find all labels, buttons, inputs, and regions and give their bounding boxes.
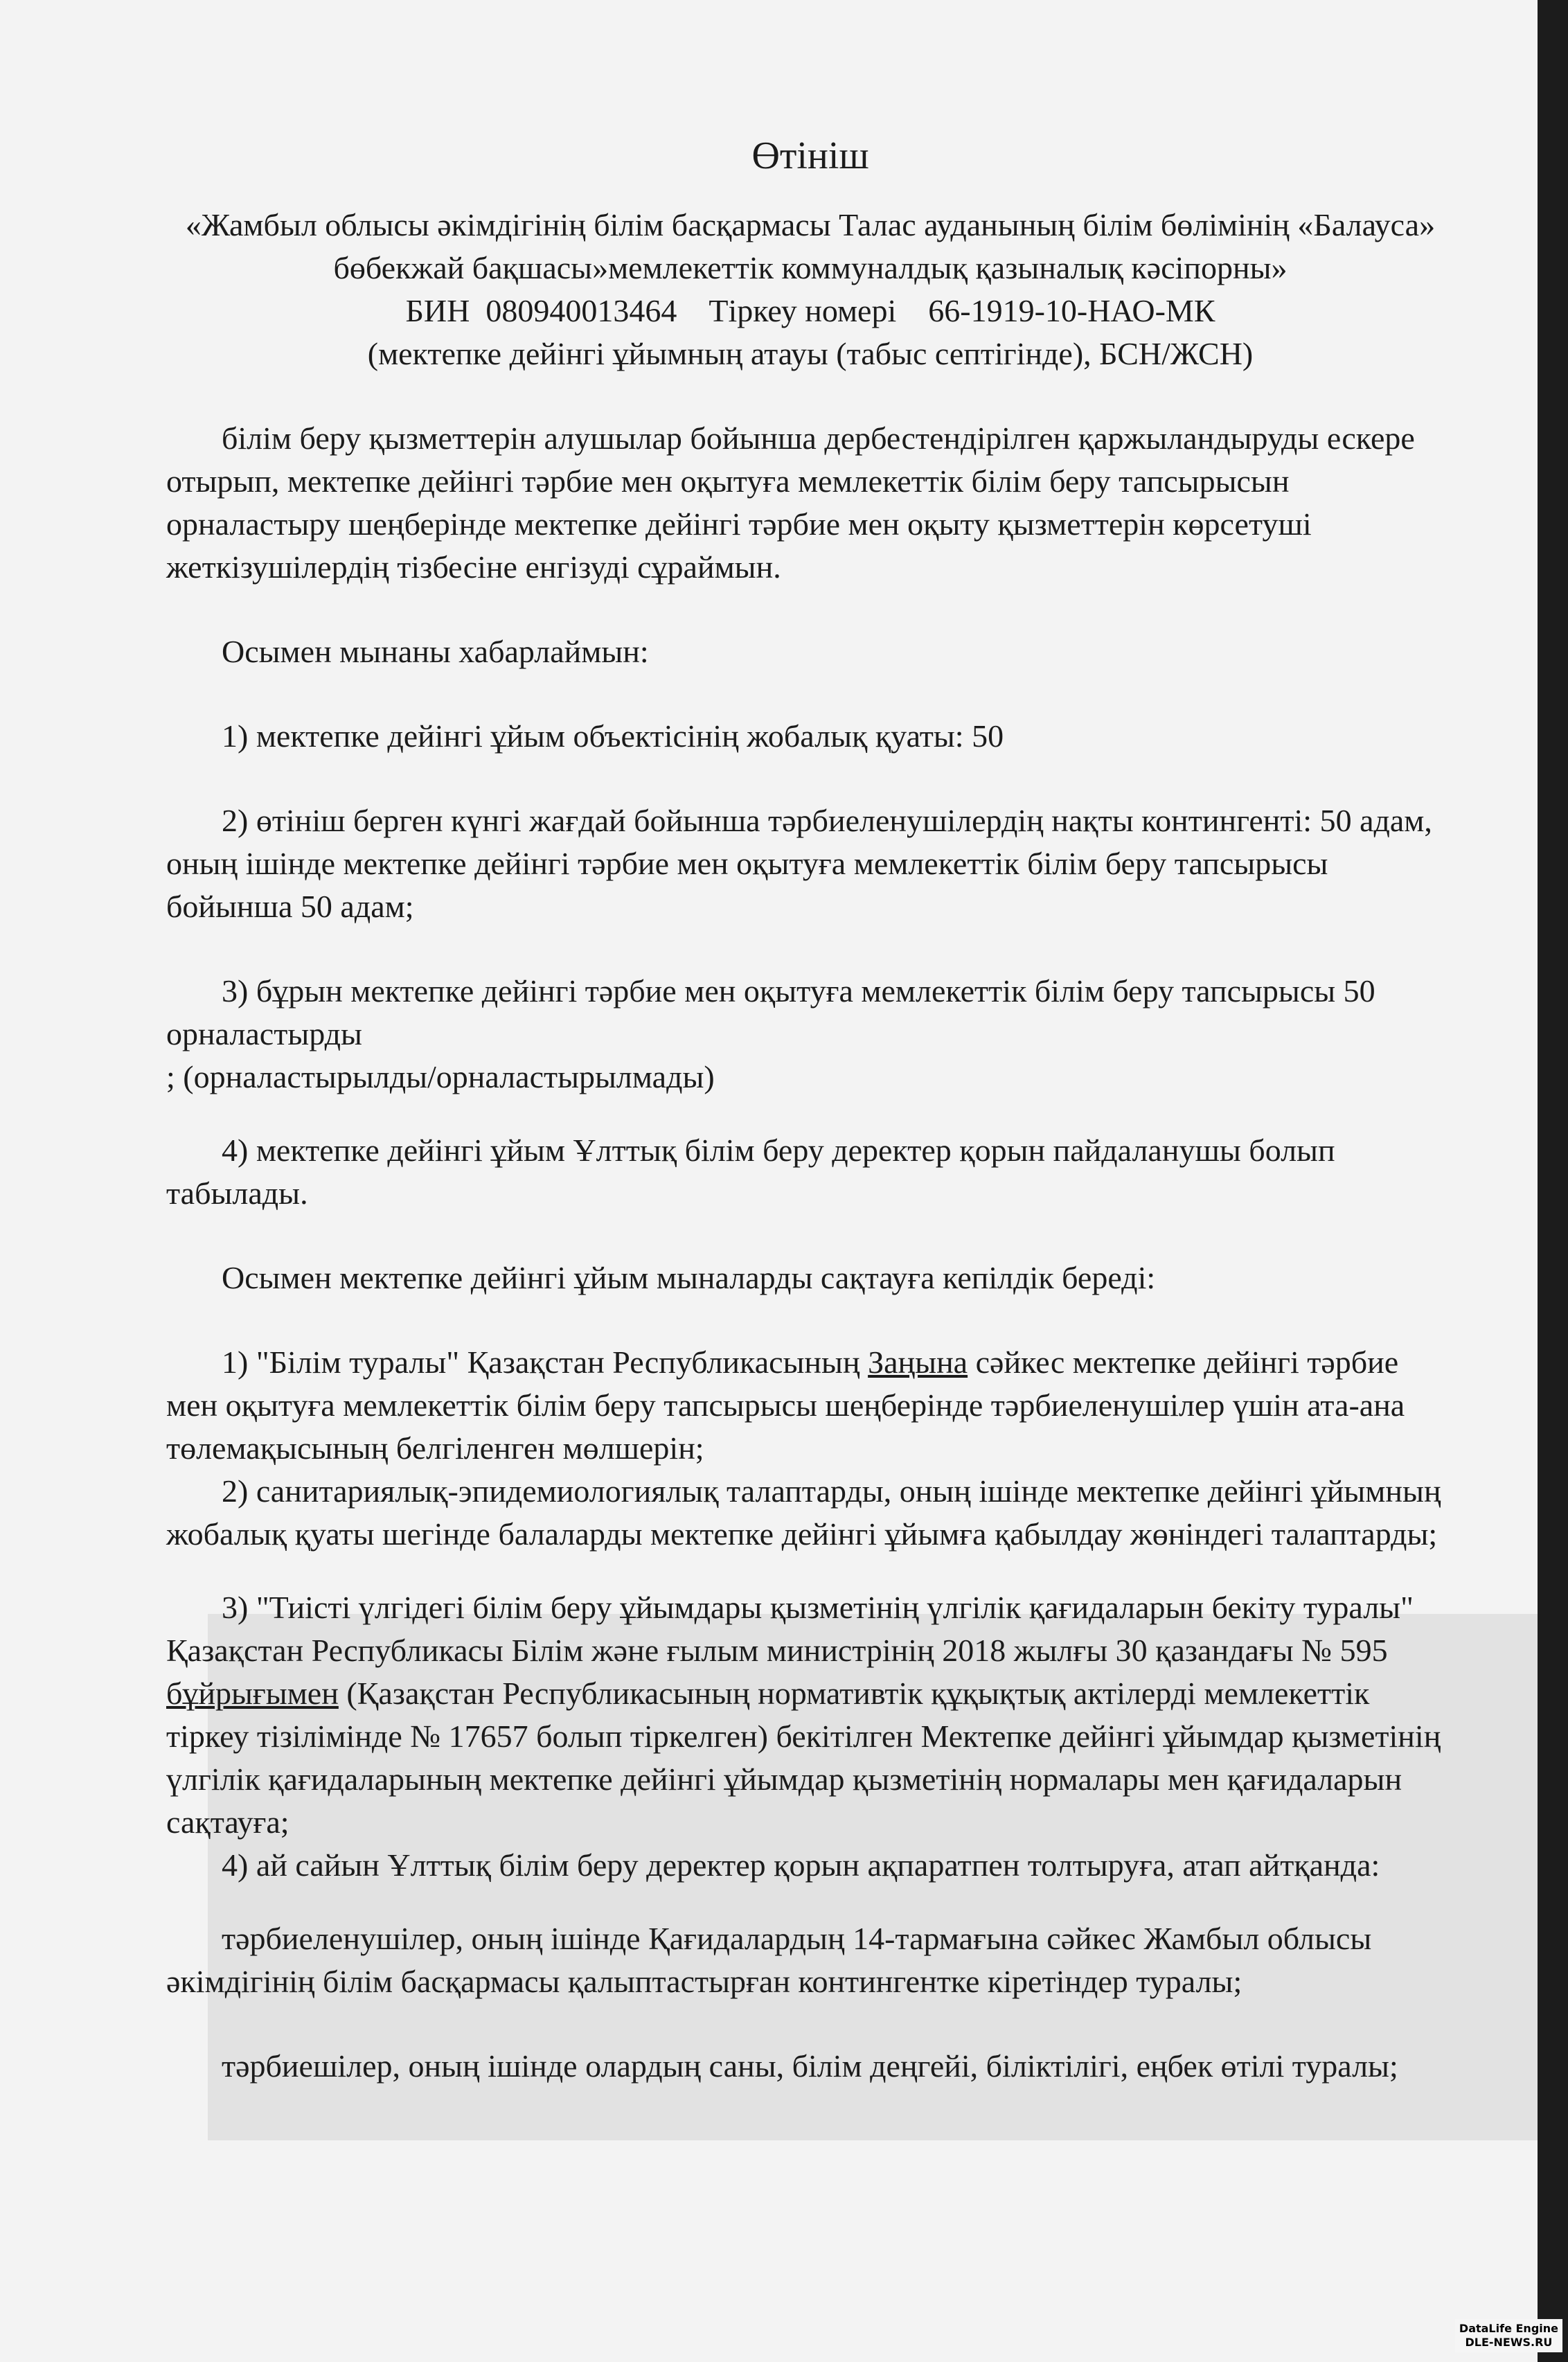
bin-registration-line: БИН 080940013464 Тіркеу номері 66-1919-10-НАО-МК — [405, 293, 1215, 328]
guarantee-item-2: 2) санитариялық-эпидемиологиялық талаптарды, оның ішінде мектепке дейінгі ұйымның жобалық қуаты шегінде балаларды мектепке дейінгі ұйымға қабылдау жөніндегі талаптарды; — [166, 1473, 1441, 1552]
inform-item-3-caption: ; (орналастырылды/орналастырылмады) — [166, 1059, 715, 1094]
guarantee-item-1-rest: сәйкес мектепке дейінгі тәрбие мен оқытуға мемлекеттік білім беру тапсырысы шеңберінде тәрбиеленушілер үшін ата-ана төлемақысының белгіленген мөлшерін; — [166, 1344, 1405, 1466]
guarantee-item-3-rest: (Қазақстан Республикасының нормативтік құқықтық актілерді мемлекеттік тіркеу тізілімінде № 17657 болып тіркелген) бекітілген Мектепке дейінгі ұйымдар қызметінің үлгілік қағидаларының мектепке дейінгі ұйымдар қызметінің нормалары мен қағидаларын сақтауға; — [166, 1676, 1441, 1840]
guarantee-item-3-text: 3) "Тиісті үлгідегі білім беру ұйымдары қызметінің үлгілік қағидаларын бекіту туралы" Қазақстан Республикасы Білім және ғылым министрінің 2018 жылғы 30 қазандағы № 595 — [166, 1590, 1414, 1668]
inform-item-1: 1) мектепке дейінгі ұйым объектісінің жобалық қуаты: 50 — [222, 718, 1004, 754]
document-body — [166, 132, 1454, 2088]
guarantee-heading: Осымен мектепке дейінгі ұйым мыналарды сақтауға кепілдік береді: — [222, 1260, 1156, 1295]
inform-item-4: 4) мектепке дейінгі ұйым Ұлттық білім беру деректер қорын пайдаланушы болып табылады. — [166, 1133, 1335, 1211]
org-name-line-2: бөбекжай бақшасы»мемлекеттік коммуналдық қазыналық кәсіпорны» — [333, 250, 1288, 285]
law-link[interactable]: Заңына — [868, 1344, 968, 1380]
guarantee-item-4a: тәрбиеленушілер, оның ішінде Қағидалардың 14-тармағына сәйкес Жамбыл облысы әкімдігінің білім басқармасы қалыптастырған контингентке кіретіндер туралы; — [166, 1921, 1372, 1999]
guarantee-item-1-text: 1) "Білім туралы" Қазақстан Республикасының — [222, 1344, 868, 1380]
org-name-caption: (мектепке дейінгі ұйымның атауы (табыс септігінде), БСН/ЖСН) — [367, 336, 1254, 371]
inform-item-2: 2) өтініш берген күнгі жағдай бойынша тәрбиеленушілердің нақты контингенті: 50 адам, оның ішінде мектепке дейінгі тәрбие мен оқытуға мемлекеттік білім беру тапсырысы бойынша 50 адам; — [166, 803, 1432, 924]
guarantee-item-4: 4) ай сайын Ұлттық білім беру деректер қорын ақпаратпен толтыруға, атап айтқанда: — [222, 1847, 1380, 1883]
watermark — [1455, 2319, 1562, 2352]
guarantee-item-4b: тәрбиешілер, оның ішінде олардың саны, білім деңгейі, біліктілігі, еңбек өтілі туралы; — [222, 2048, 1398, 2084]
document-title: Өтініш — [751, 134, 869, 177]
org-name-line-1: «Жамбыл облысы әкімдігінің білім басқармасы Талас ауданының білім бөлімінің «Балауса» — [185, 207, 1436, 242]
inform-item-3-value: орналастырды — [166, 1016, 362, 1051]
watermark-line-1: DataLife Engine — [1459, 2322, 1558, 2335]
watermark-line-2: DLE-NEWS.RU — [1465, 2336, 1553, 2349]
inform-heading: Осымен мынаны хабарлаймын: — [222, 634, 649, 669]
request-paragraph: білім беру қызметтерін алушылар бойынша дербестендірілген қаржыландыруды ескере отырып, мектепке дейінгі тәрбие мен оқытуға мемлекеттік білім беру тапсырысын орналастыру шеңберінде мектепке дейінгі тәрбие мен оқыту қызметтерін көрсетуші жеткізушілердің тізбесіне енгізуді сұраймын. — [166, 420, 1415, 585]
order-link[interactable]: бұйрығымен — [166, 1676, 339, 1711]
guarantee-item-3 — [166, 1586, 1454, 1844]
inform-item-3: 3) бұрын мектепке дейінгі тәрбие мен оқытуға мемлекеттік білім беру тапсырысы 50 — [222, 973, 1375, 1009]
guarantee-item-1 — [166, 1341, 1454, 1470]
